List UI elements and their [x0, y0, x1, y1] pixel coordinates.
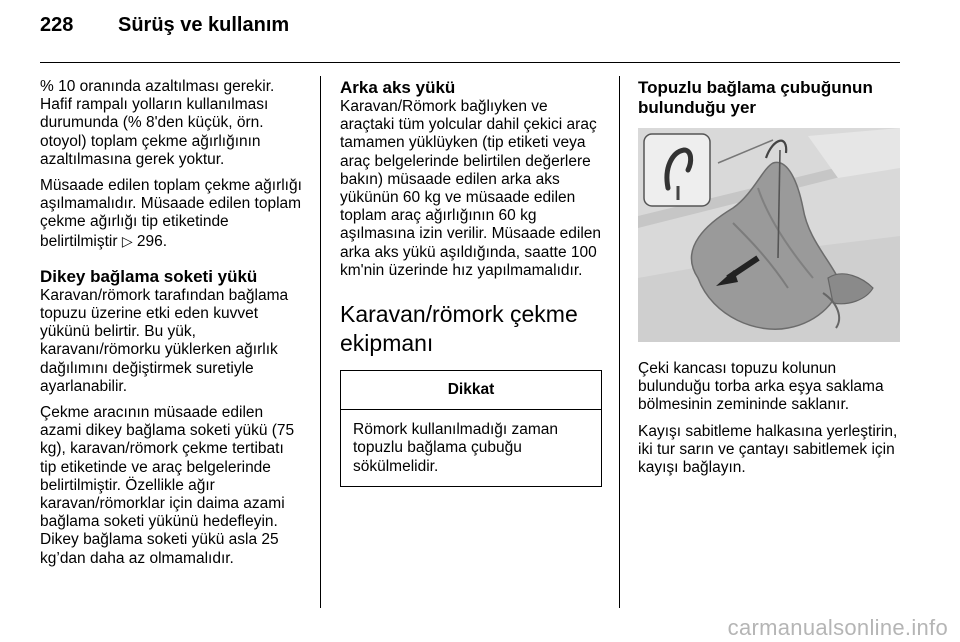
col1-paragraph-2 — [40, 177, 302, 251]
column-divider-1 — [320, 76, 321, 608]
col1-paragraph-1: % 10 oranında azaltılması gerekir. Hafif rampalı yolların kullanılması durumunda (% 8'den küçük, örn. otoyol) toplam çekme ağırlığının azaltılmasına gerek yoktur. — [40, 78, 275, 168]
caution-box — [340, 370, 602, 487]
column-2 — [340, 78, 602, 487]
col1-paragraph-2-text: Müsaade edilen toplam çekme ağırlığı aşılmamalıdır. Müsaade edilen toplam çekme ağırlığı tip etiketinde belirtilmiştir — [40, 177, 302, 250]
column-divider-2 — [619, 76, 620, 608]
towbar-bag-illustration — [638, 128, 900, 342]
watermark: carmanualsonline.info — [727, 615, 948, 640]
col3-paragraph-1: Çeki kancası topuzu kolunun bulunduğu torba arka eşya saklama bölmesinin zemininde saklanır. — [638, 360, 884, 414]
page-reference-arrow-icon: ▷ — [121, 232, 133, 249]
caution-title: Dikkat — [341, 371, 601, 410]
column-3 — [638, 78, 900, 485]
col2-paragraph-1: Karavan/Römork bağlıyken ve araçtaki tüm yolcular dahil çekici araç tamamen yüklüyken (tip etiketi veya araç belgelerinde belirtilen değerlere bakın) müsaade edilen arka aks yükünün 60 kg ve müsaade edilen toplam araç ağırlığının 60 kg aşılmasına izin verilir. Müsaade edilen arka aks yükü aşıldığında, saatte 100 km'nin üzerinde hız yapılmamalıdır. — [340, 98, 602, 279]
col1-paragraph-3: Karavan/römork tarafından bağlama topuzu üzerine etki eden kuvvet yükünü belirtir. Bu yük, karavanı/römorku yüklerken ağırlık dağılımını değiştirmek suretiyle ayarlanabilir. — [40, 286, 289, 395]
page-title: Sürüş ve kullanım — [118, 14, 290, 36]
column-1 — [40, 78, 302, 576]
header-rule — [40, 62, 900, 63]
col1-paragraph-4: Çekme aracının müsaade edilen azami dikey bağlama soketi yükü (75 kg), karavan/römork çekme tertibatı tip etiketinde ve araç belgelerinde belirtilmiştir. Özellikle ağır karavan/römorklar için daima azami bağlama soketi yükünü hedefleyin. Dikey bağlama soketi yükü asla 25 kg’dan daha az olmamalıdır. — [40, 404, 295, 567]
col3-paragraph-2: Kayışı sabitleme halkasına yerleştirin, iki tur sarın ve çantayı sabitlemek için kayışı bağlayın. — [638, 422, 898, 477]
section-heading-tongue-load: Dikey bağlama soketi yükü — [40, 266, 258, 286]
page-reference-link[interactable]: 296. — [136, 232, 168, 250]
section-heading-rear-axle-load: Arka aks yükü — [340, 78, 456, 97]
section-title-towing-equipment: Karavan/römork çekme ekipmanı — [340, 301, 578, 357]
section-heading-storage-location: Topuzlu bağlama çubuğunun bulunduğu yer — [638, 78, 873, 117]
caution-text: Römork kullanılmadığı zaman topuzlu bağlama çubuğu sökülmelidir. — [353, 421, 559, 475]
page-number: 228 — [40, 14, 74, 36]
towbar-bag-svg — [638, 128, 900, 342]
